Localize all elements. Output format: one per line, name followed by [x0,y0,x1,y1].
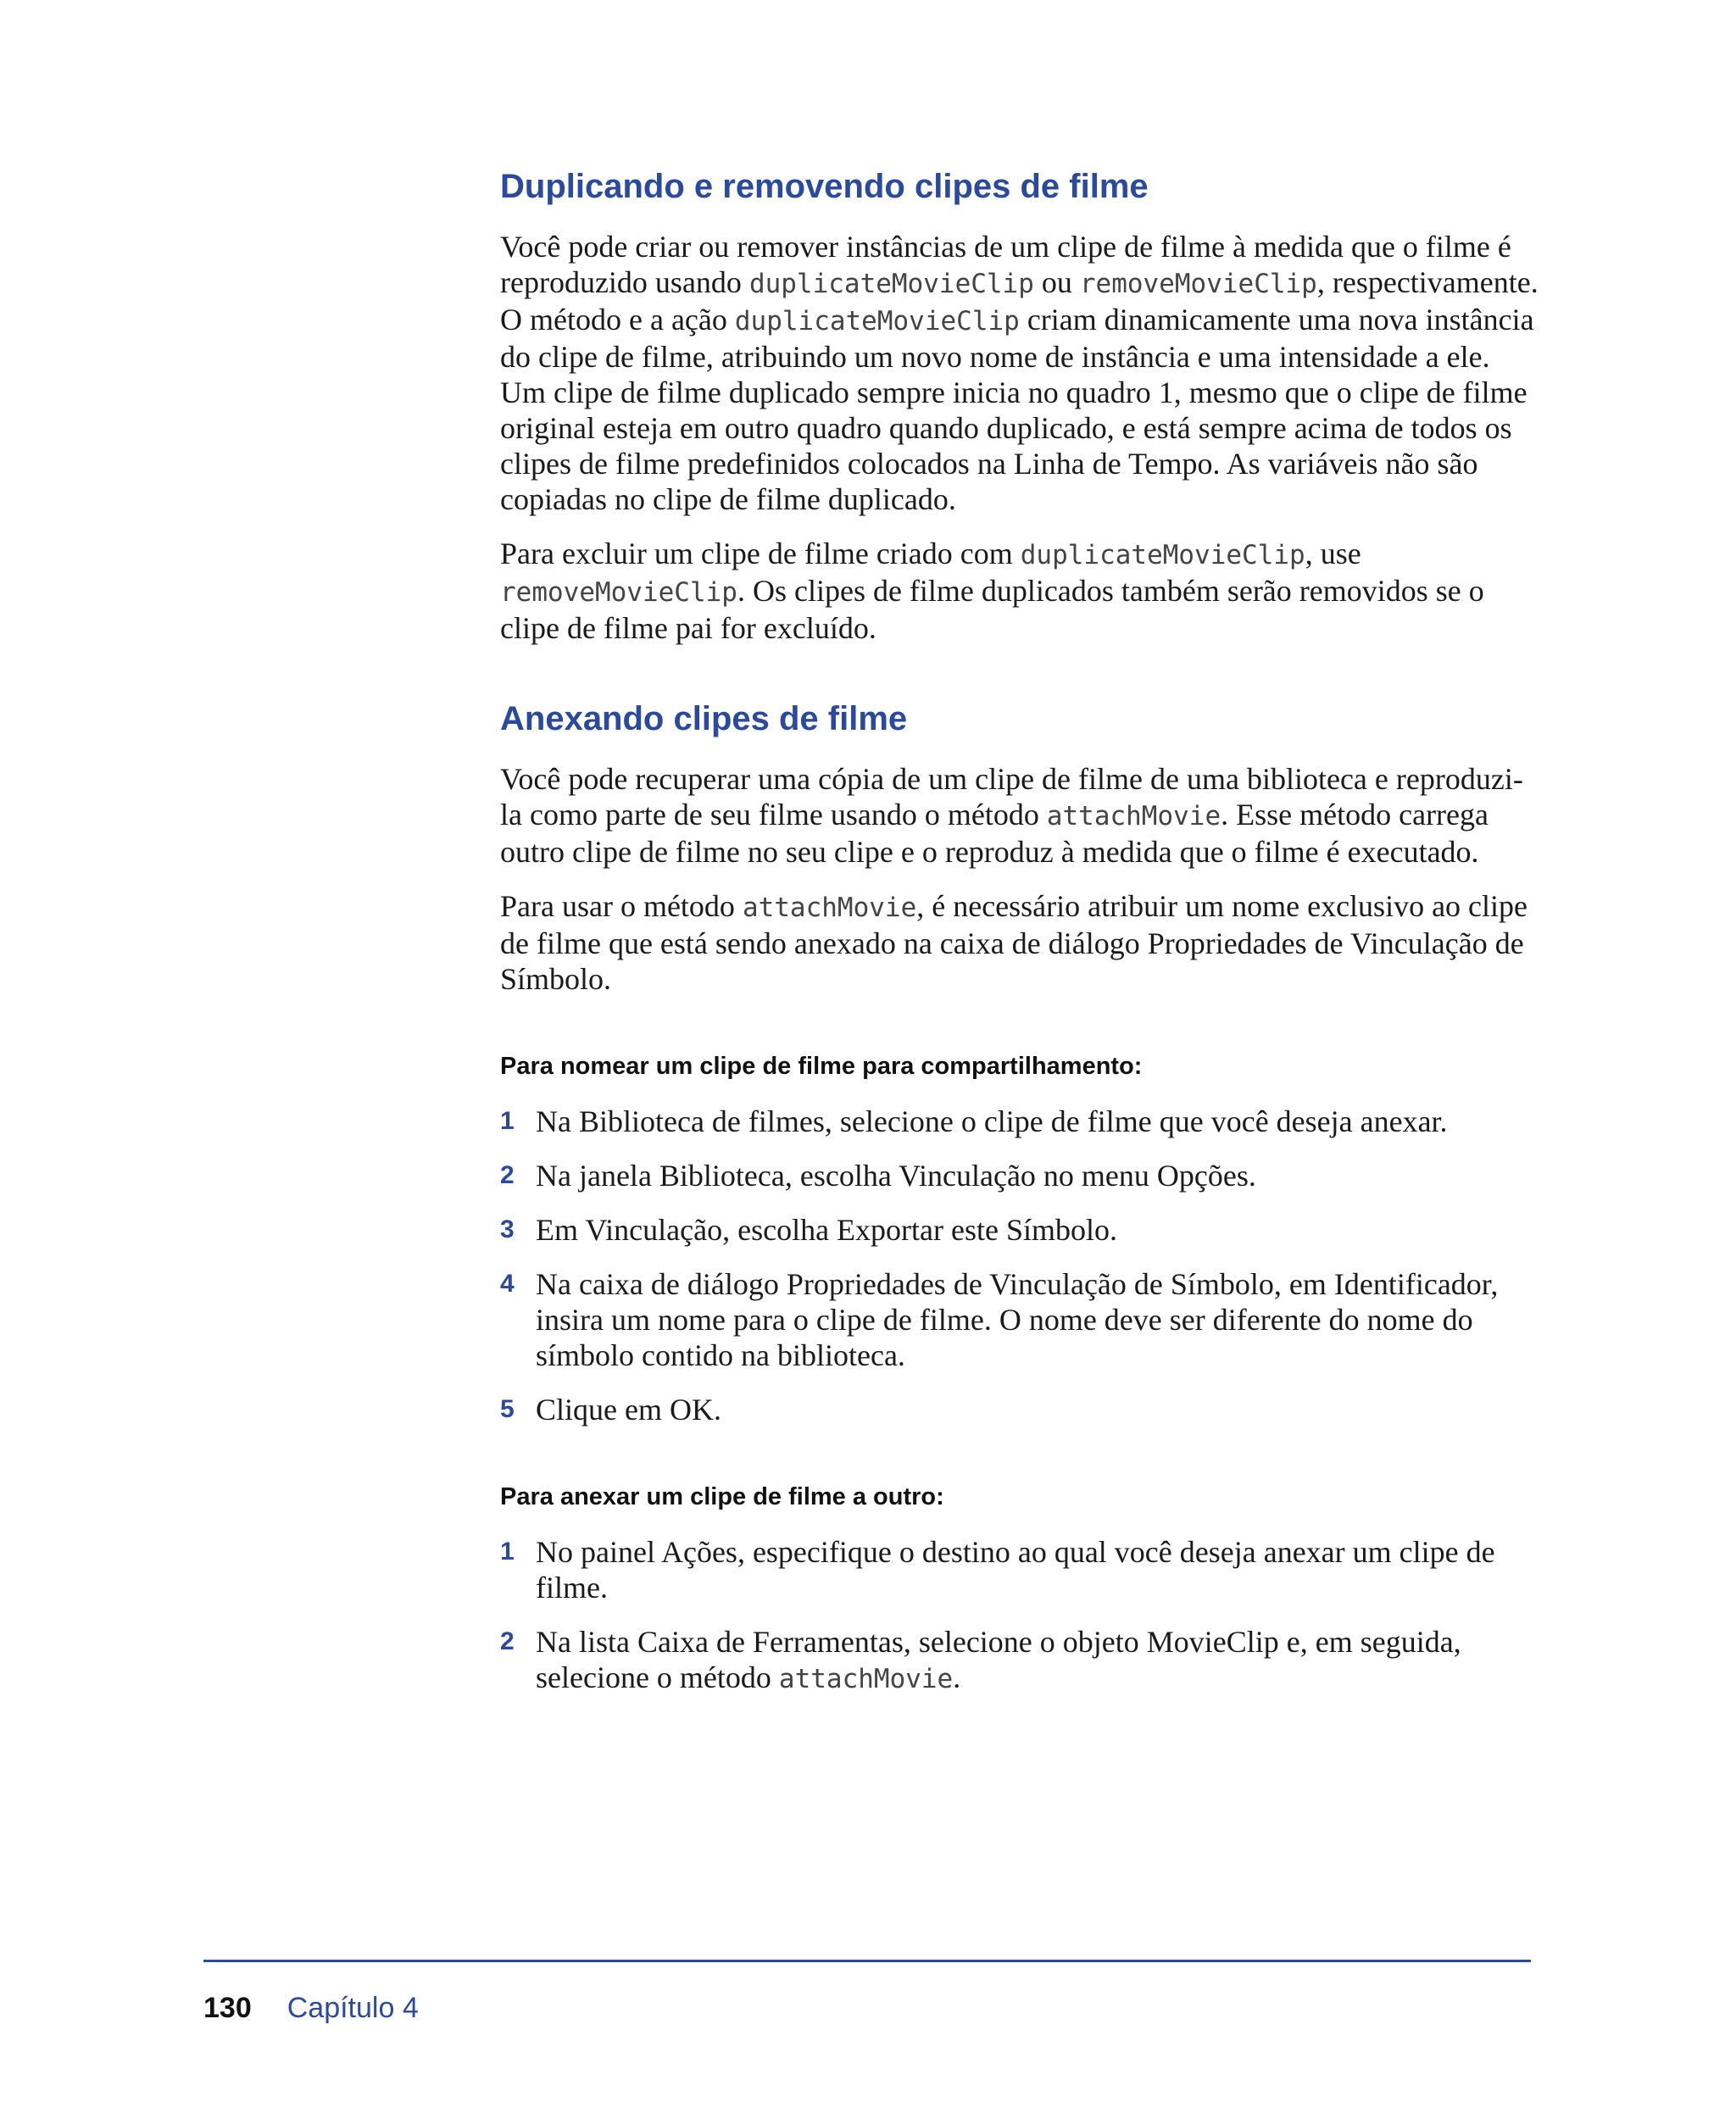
text-run: Na lista Caixa de Ferramentas, selecione o objeto MovieClip e, em seguida, selecione o método [536,1625,1461,1694]
text-run: ou [1033,265,1080,299]
step-number: 1 [500,1538,515,1566]
list-item [500,1104,1543,1139]
paragraph-removing [500,536,1543,646]
list-item [500,1158,1543,1193]
code-attachmovie: attachMovie [778,1664,954,1694]
procedure-steps-attaching [500,1534,1543,1697]
step-text: Na caixa de diálogo Propriedades de Vinculação de Símbolo, em Identificador, insira um nome para o clipe de filme. O nome deve ser diferente do nome do símbolo contido na biblioteca. [536,1267,1499,1372]
list-item [500,1534,1543,1605]
step-text: No painel Ações, especifique o destino ao qual você deseja anexar um clipe de filme. [536,1535,1495,1605]
step-number: 2 [500,1627,515,1655]
list-item [500,1624,1543,1697]
code-duplicatemovieclip: duplicateMovieClip [1020,540,1305,570]
code-duplicatemovieclip: duplicateMovieClip [734,306,1020,336]
code-duplicatemovieclip: duplicateMovieClip [748,269,1034,299]
procedure-heading-naming: Para nomear um clipe de filme para compartilhamento: [500,1053,1143,1080]
step-number: 5 [500,1395,515,1423]
step-text: Clique em OK. [536,1393,721,1427]
step-text [536,1624,1543,1697]
step-text: Em Vinculação, escolha Exportar este Símbolo. [536,1213,1117,1247]
text-run: Você pode recuperar uma cópia de um clipe de filme de uma biblioteca e reproduzi-la como parte de seu filme usando o método [500,762,1523,831]
text-run: . [953,1660,961,1694]
procedure-heading-attaching: Para anexar um clipe de filme a outro: [500,1483,944,1510]
text-run: Para excluir um clipe de filme criado com [500,537,1021,570]
step-number: 3 [500,1215,515,1243]
procedure-steps-naming [500,1104,1543,1427]
text-run: , é necessário atribuir um nome exclusivo ao clipe de filme que está sendo anexado na caixa de diálogo Propriedades de Vinculação de Símbolo. [500,889,1528,996]
section-title-attaching: Anexando clipes de filme [500,700,908,737]
text-run: . Os clipes de filme duplicados também serão removidos se o clipe de filme pai for excluído. [500,574,1484,645]
text-run: Para usar o método [500,889,743,923]
page-footer [203,1992,419,2025]
paragraph-duplicating-intro [500,229,1543,517]
section-title-duplicating: Duplicando e removendo clipes de filme [500,168,1149,205]
text-run: , use [1305,537,1361,570]
code-removemovieclip: removeMovieClip [500,577,737,608]
step-number: 4 [500,1270,515,1298]
page-number: 130 [203,1992,252,2024]
code-attachmovie: attachMovie [1046,801,1221,831]
step-text: Na janela Biblioteca, escolha Vinculação no menu Opções. [536,1159,1256,1193]
list-item [500,1266,1543,1373]
paragraph-attaching-intro [500,761,1543,870]
code-removemovieclip: removeMovieClip [1079,269,1317,299]
main-content [500,166,1543,1716]
paragraph-attaching-usage [500,888,1543,997]
list-item [500,1392,1543,1427]
text-run: , respectivamente. O método e a ação [500,265,1538,336]
footer-divider [203,1960,1531,1962]
step-text: Na Biblioteca de filmes, selecione o clipe de filme que você deseja anexar. [536,1104,1448,1138]
text-run: . Esse método carrega outro clipe de filme no seu clipe e o reproduz à medida que o filme é executado. [500,798,1489,869]
chapter-label: Capítulo 4 [287,1992,419,2024]
text-run: Você pode criar ou remover instâncias de um clipe de filme à medida que o filme é reproduzido usando [500,230,1511,299]
step-number: 1 [500,1107,515,1135]
code-attachmovie: attachMovie [742,893,917,923]
text-run: criam dinamicamente uma nova instância do clipe de filme, atribuindo um novo nome de instância e uma intensidade a ele. Um clipe de filme duplicado sempre inicia no quadro 1, mesmo que o clipe de filme original esteja em outro quadro quando duplicado, e está sempre acima de todos os clipes de filme predefinidos colocados na Linha de Tempo. As variáveis não são copiadas no clipe de filme duplicado. [500,303,1534,516]
list-item [500,1212,1543,1248]
step-number: 2 [500,1161,515,1189]
